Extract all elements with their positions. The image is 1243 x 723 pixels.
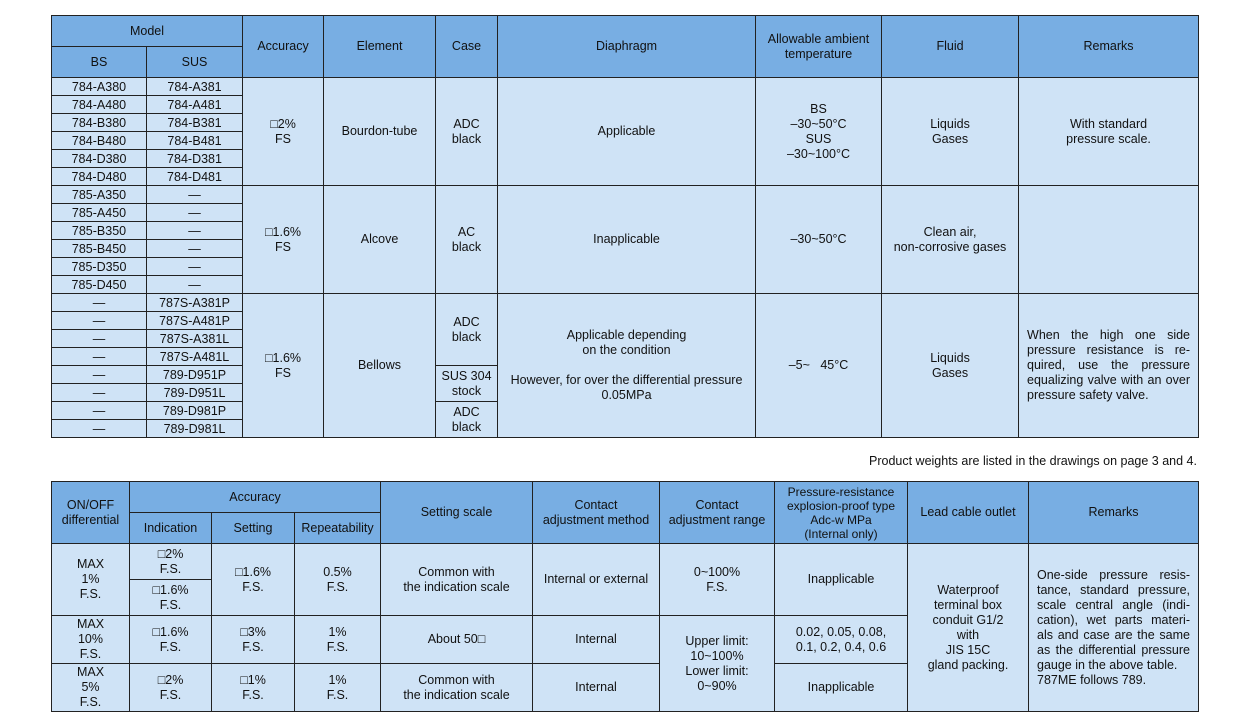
model-sus: —	[147, 276, 243, 294]
remarks-cell: When the high one side pressure resistance is re-quired, use the pressure equalizing valve with an over pressure safety valve.	[1019, 294, 1199, 438]
model-sus: 787S-A481L	[147, 348, 243, 366]
indication-cell: □2% F.S.	[130, 664, 212, 712]
model-sus: 784-D481	[147, 168, 243, 186]
indication-cell: □1.6% F.S.	[130, 616, 212, 664]
header-accuracy: Accuracy	[243, 16, 324, 78]
model-bs: 784-A380	[52, 78, 147, 96]
model-bs: —	[52, 330, 147, 348]
model-sus: 784-B381	[147, 114, 243, 132]
header-pressure-resistance: Pressure-resistance explosion-proof type Adc-w MPa (Internal only)	[775, 482, 908, 544]
element-cell: Bourdon-tube	[324, 78, 436, 186]
contact-range-cell: Upper limit: 10~100% Lower limit: 0~90%	[660, 616, 775, 712]
model-bs: 784-B480	[52, 132, 147, 150]
case-cell: ADC black	[436, 294, 498, 366]
model-bs: 784-A480	[52, 96, 147, 114]
pressure-resistance-cell: Inapplicable	[775, 544, 908, 616]
header-setting: Setting	[212, 513, 295, 544]
model-sus: 784-A481	[147, 96, 243, 114]
case-cell: AC black	[436, 186, 498, 294]
header-remarks: Remarks	[1029, 482, 1199, 544]
model-bs: 784-D480	[52, 168, 147, 186]
header-remarks: Remarks	[1019, 16, 1199, 78]
contact-method-cell: Internal or external	[533, 544, 660, 616]
model-sus: —	[147, 204, 243, 222]
pressure-resistance-cell: 0.02, 0.05, 0.08, 0.1, 0.2, 0.4, 0.6	[775, 616, 908, 664]
header-element: Element	[324, 16, 436, 78]
diaphragm-cell: Inapplicable	[498, 186, 756, 294]
switch-specification-table	[51, 481, 1199, 712]
model-bs: 784-B380	[52, 114, 147, 132]
model-bs: —	[52, 366, 147, 384]
fluid-cell: Liquids Gases	[882, 294, 1019, 438]
model-bs: —	[52, 294, 147, 312]
ambient-temperature-cell: BS –30~50°C SUS –30~100°C	[756, 78, 882, 186]
diaphragm-cell: Applicable	[498, 78, 756, 186]
model-sus: —	[147, 222, 243, 240]
header-accuracy: Accuracy	[130, 482, 381, 513]
accuracy-cell: □1.6% FS	[243, 186, 324, 294]
setting-cell: □3% F.S.	[212, 616, 295, 664]
model-sus: 784-B481	[147, 132, 243, 150]
setting-scale-cell: Common with the indication scale	[381, 664, 533, 712]
remarks-cell: One-side pressure resis-tance, standard pressure, scale central angle (indi-cation), wet parts materi-als and case are the same as the differential pressure gauge in the above table. 787ME follows 789.	[1029, 544, 1199, 712]
model-bs: 784-D380	[52, 150, 147, 168]
remarks-cell: With standard pressure scale.	[1019, 78, 1199, 186]
pressure-resistance-cell: Inapplicable	[775, 664, 908, 712]
contact-range-cell: 0~100% F.S.	[660, 544, 775, 616]
model-sus: 787S-A481P	[147, 312, 243, 330]
model-bs: 785-D450	[52, 276, 147, 294]
repeatability-cell: 1% F.S.	[295, 664, 381, 712]
model-sus: —	[147, 186, 243, 204]
diaphragm-cell: Applicable depending on the condition However, for over the differential pressure 0.05MPa	[498, 294, 756, 438]
header-contact-method: Contact adjustment method	[533, 482, 660, 544]
setting-scale-cell: About 50□	[381, 616, 533, 664]
model-sus: 787S-A381L	[147, 330, 243, 348]
model-sus: —	[147, 240, 243, 258]
model-sus: 784-A381	[147, 78, 243, 96]
indication-cell: □1.6% F.S.	[130, 580, 212, 616]
ambient-temperature-cell: –5~ 45°C	[756, 294, 882, 438]
onoff-cell: MAX 5% F.S.	[52, 664, 130, 712]
model-sus: 789-D981P	[147, 402, 243, 420]
model-bs: —	[52, 402, 147, 420]
model-bs: 785-B450	[52, 240, 147, 258]
model-sus: 789-D981L	[147, 420, 243, 438]
case-cell: ADC black	[436, 402, 498, 438]
contact-method-cell: Internal	[533, 616, 660, 664]
fluid-cell: Clean air, non-corrosive gases	[882, 186, 1019, 294]
accuracy-cell: □1.6% FS	[243, 294, 324, 438]
header-diaphragm: Diaphragm	[498, 16, 756, 78]
setting-cell: □1% F.S.	[212, 664, 295, 712]
model-bs: 785-A350	[52, 186, 147, 204]
model-bs: —	[52, 348, 147, 366]
element-cell: Alcove	[324, 186, 436, 294]
header-ambient-temperature: Allowable ambient temperature	[756, 16, 882, 78]
model-sus: —	[147, 258, 243, 276]
fluid-cell: Liquids Gases	[882, 78, 1019, 186]
setting-cell: □1.6% F.S.	[212, 544, 295, 616]
header-sus: SUS	[147, 47, 243, 78]
model-sus: 789-D951P	[147, 366, 243, 384]
header-model: Model	[52, 16, 243, 47]
header-onoff-differential: ON/OFF differential	[52, 482, 130, 544]
header-indication: Indication	[130, 513, 212, 544]
case-cell: ADC black	[436, 78, 498, 186]
header-lead-cable-outlet: Lead cable outlet	[908, 482, 1029, 544]
repeatability-cell: 1% F.S.	[295, 616, 381, 664]
onoff-cell: MAX 1% F.S.	[52, 544, 130, 616]
remarks-cell	[1019, 186, 1199, 294]
weights-note: Product weights are listed in the drawings on page 3 and 4.	[869, 454, 1197, 468]
model-bs: 785-A450	[52, 204, 147, 222]
accuracy-cell: □2% FS	[243, 78, 324, 186]
model-sus: 784-D381	[147, 150, 243, 168]
model-bs: 785-B350	[52, 222, 147, 240]
setting-scale-cell: Common with the indication scale	[381, 544, 533, 616]
contact-method-cell: Internal	[533, 664, 660, 712]
model-bs: 785-D350	[52, 258, 147, 276]
header-repeatability: Repeatability	[295, 513, 381, 544]
model-sus: 789-D951L	[147, 384, 243, 402]
header-contact-range: Contact adjustment range	[660, 482, 775, 544]
header-bs: BS	[52, 47, 147, 78]
header-setting-scale: Setting scale	[381, 482, 533, 544]
indication-cell: □2% F.S.	[130, 544, 212, 580]
model-specification-table	[51, 15, 1199, 438]
model-bs: —	[52, 384, 147, 402]
header-fluid: Fluid	[882, 16, 1019, 78]
ambient-temperature-cell: –30~50°C	[756, 186, 882, 294]
model-bs: —	[52, 312, 147, 330]
header-case: Case	[436, 16, 498, 78]
element-cell: Bellows	[324, 294, 436, 438]
model-sus: 787S-A381P	[147, 294, 243, 312]
onoff-cell: MAX 10% F.S.	[52, 616, 130, 664]
model-bs: —	[52, 420, 147, 438]
case-cell: SUS 304 stock	[436, 366, 498, 402]
lead-cable-outlet-cell: Waterproof terminal box conduit G1/2 with JIS 15C gland packing.	[908, 544, 1029, 712]
repeatability-cell: 0.5% F.S.	[295, 544, 381, 616]
